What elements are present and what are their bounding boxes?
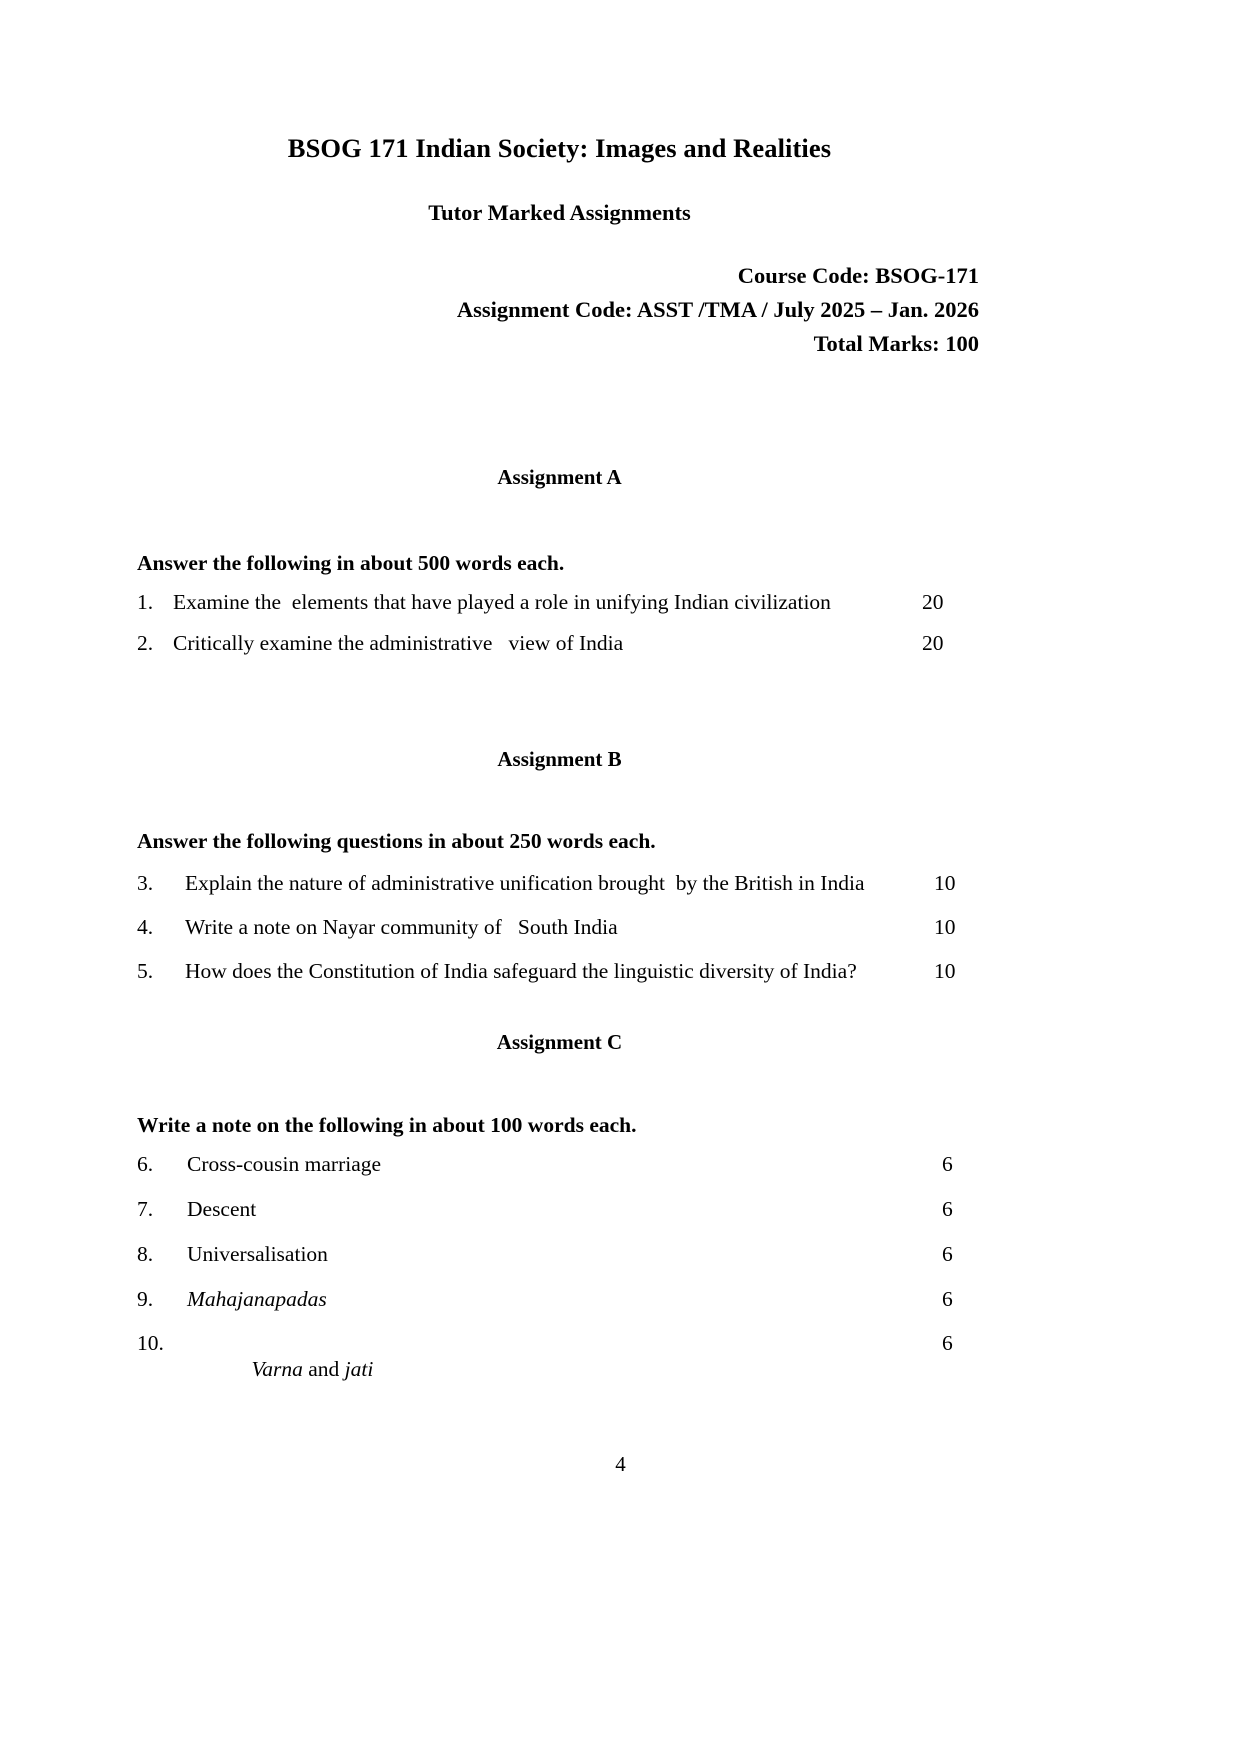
question-row xyxy=(137,959,982,985)
question-row xyxy=(137,631,982,657)
section-instruction-b: Answer the following questions in about 250 words each. xyxy=(137,829,656,854)
question-row xyxy=(137,1152,982,1178)
section-instruction-c: Write a note on the following in about 100 words each. xyxy=(137,1112,637,1137)
question-number: 5. xyxy=(137,958,154,983)
question-text: Examine the elements that have played a role in unifying Indian civilization xyxy=(173,590,831,615)
question-text: How does the Constitution of India safeguard the linguistic diversity of India? xyxy=(185,958,857,983)
question-number: 7. xyxy=(137,1197,154,1222)
question-number: 10. xyxy=(137,1331,164,1356)
section-instruction-a: Answer the following in about 500 words each. xyxy=(137,550,565,575)
question-marks: 10 xyxy=(934,870,956,895)
question-number: 4. xyxy=(137,914,154,939)
question-marks: 6 xyxy=(942,1241,953,1266)
question-number: 3. xyxy=(137,870,154,895)
section-assignment-c xyxy=(137,984,982,1409)
question-text: Critically examine the administrative view of India xyxy=(173,631,624,656)
question-text: Cross-cousin marriage xyxy=(187,1152,382,1177)
question-number: 6. xyxy=(137,1152,154,1177)
question-marks: 6 xyxy=(942,1197,953,1222)
question-number: 1. xyxy=(137,590,154,615)
question-number: 8. xyxy=(137,1241,154,1266)
question-number: 2. xyxy=(137,631,154,656)
question-row xyxy=(137,590,982,616)
page-content xyxy=(137,0,982,1409)
question-row xyxy=(137,1287,982,1313)
page-number: 4 xyxy=(615,1452,626,1476)
question-text: Explain the nature of administrative unification brought by the British in India xyxy=(185,870,865,895)
question-marks: 20 xyxy=(922,631,944,656)
question-marks: 10 xyxy=(934,914,956,939)
question-number: 9. xyxy=(137,1286,154,1311)
question-text: Universalisation xyxy=(187,1241,328,1266)
section-assignment-b xyxy=(137,657,982,984)
question-text-part: Varna xyxy=(251,1357,303,1382)
section-assignment-a xyxy=(137,361,982,657)
page-title: BSOG 171 Indian Society: Images and Realities xyxy=(287,133,832,163)
question-marks: 6 xyxy=(942,1152,953,1177)
question-row xyxy=(137,1197,982,1223)
question-text: Write a note on Nayar community of South India xyxy=(185,914,618,939)
question-row xyxy=(137,915,982,941)
question-list-b xyxy=(137,855,982,984)
course-code-line: Course Code: BSOG-171 xyxy=(737,262,979,288)
assignment-code-line: Assignment Code: ASST /TMA / July 2025 – Jan. 2026 xyxy=(456,296,979,322)
section-heading-c: Assignment C xyxy=(496,1030,623,1055)
question-list-c xyxy=(137,1138,982,1409)
document-subtitle: Tutor Marked Assignments xyxy=(428,199,691,225)
question-text: Descent xyxy=(187,1197,257,1222)
question-marks: 6 xyxy=(942,1286,953,1311)
question-marks: 10 xyxy=(934,958,956,983)
question-list-a xyxy=(137,576,982,657)
question-text-part: jati xyxy=(344,1357,374,1382)
question-marks: 6 xyxy=(942,1331,953,1356)
question-marks: 20 xyxy=(922,590,944,615)
total-marks-line: Total Marks: 100 xyxy=(813,331,979,357)
question-row xyxy=(137,1242,982,1268)
question-text xyxy=(187,1331,932,1408)
question-row xyxy=(137,871,982,897)
section-heading-a: Assignment A xyxy=(497,465,622,490)
section-heading-b: Assignment B xyxy=(497,746,622,771)
question-text: Mahajanapadas xyxy=(187,1286,327,1311)
assignment-meta-block xyxy=(137,226,982,362)
question-text-part: and xyxy=(302,1357,345,1382)
question-row xyxy=(137,1331,982,1408)
